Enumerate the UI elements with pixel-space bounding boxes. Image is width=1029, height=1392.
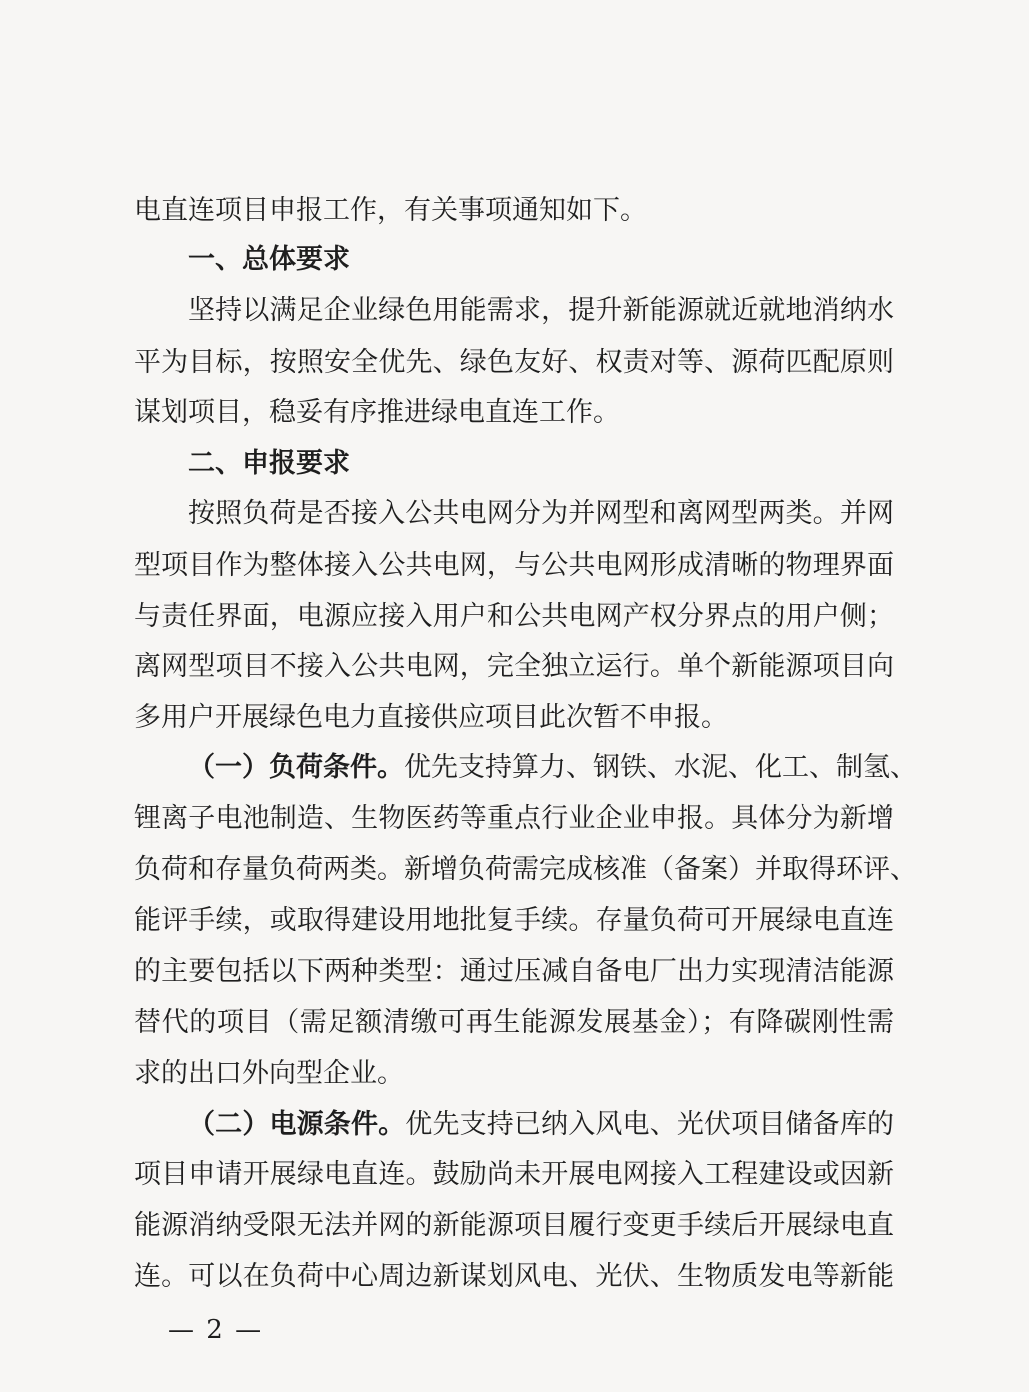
paragraph-line: 能源消纳受限无法并网的新能源项目履行变更手续后开展绿电直 [134,1210,894,1241]
paragraph-line: 按照负荷是否接入公共电网分为并网型和离网型两类。并网 [188,498,894,529]
section-heading: 一、总体要求 [188,244,350,275]
page-number: — 2 — [168,1315,264,1345]
paragraph-line [188,751,917,785]
paragraph-line: 求的出口外向型企业。 [134,1058,404,1089]
paragraph-line [188,1108,894,1142]
paragraph-line: 离网型项目不接入公共电网，完全独立运行。单个新能源项目向 [134,651,894,682]
paragraph-line: 能评手续，或取得建设用地批复手续。存量负荷可开展绿电直连 [134,905,894,936]
paragraph-line: 负荷和存量负荷两类。新增负荷需完成核准（备案）并取得环评、 [134,854,917,885]
paragraph-line: 项目申请开展绿电直连。鼓励尚未开展电网接入工程建设或因新 [134,1159,894,1190]
paragraph-line: 连。可以在负荷中心周边新谋划风电、光伏、生物质发电等新能 [134,1261,894,1292]
paragraph-line: 谋划项目，稳妥有序推进绿电直连工作。 [134,397,620,428]
paragraph-line: 平为目标，按照安全优先、绿色友好、权责对等、源荷匹配原则 [134,347,894,378]
paragraph-line: 电直连项目申报工作，有关事项通知如下。 [134,195,647,226]
paragraph-line: 锂离子电池制造、生物医药等重点行业企业申报。具体分为新增 [134,803,894,834]
subsection-heading: （二）电源条件。 [188,1109,406,1140]
subsection-heading: （一）负荷条件。 [188,752,404,783]
paragraph-line: 型项目作为整体接入公共电网，与公共电网形成清晰的物理界面 [134,550,894,581]
paragraph-line: 与责任界面，电源应接入用户和公共电网产权分界点的用户侧； [134,601,894,632]
paragraph-line: 多用户开展绿色电力直接供应项目此次暂不申报。 [134,702,728,733]
paragraph-text: 优先支持算力、钢铁、水泥、化工、制氢、 [404,752,917,783]
paragraph-line: 的主要包括以下两种类型：通过压减自备电厂出力实现清洁能源 [134,956,894,987]
paragraph-text: 优先支持已纳入风电、光伏项目储备库的 [405,1109,895,1140]
section-heading: 二、申报要求 [188,448,350,479]
paragraph-line: 坚持以满足企业绿色用能需求，提升新能源就近就地消纳水 [188,295,894,326]
paragraph-line: 替代的项目（需足额清缴可再生能源发展基金）；有降碳刚性需 [134,1007,894,1038]
